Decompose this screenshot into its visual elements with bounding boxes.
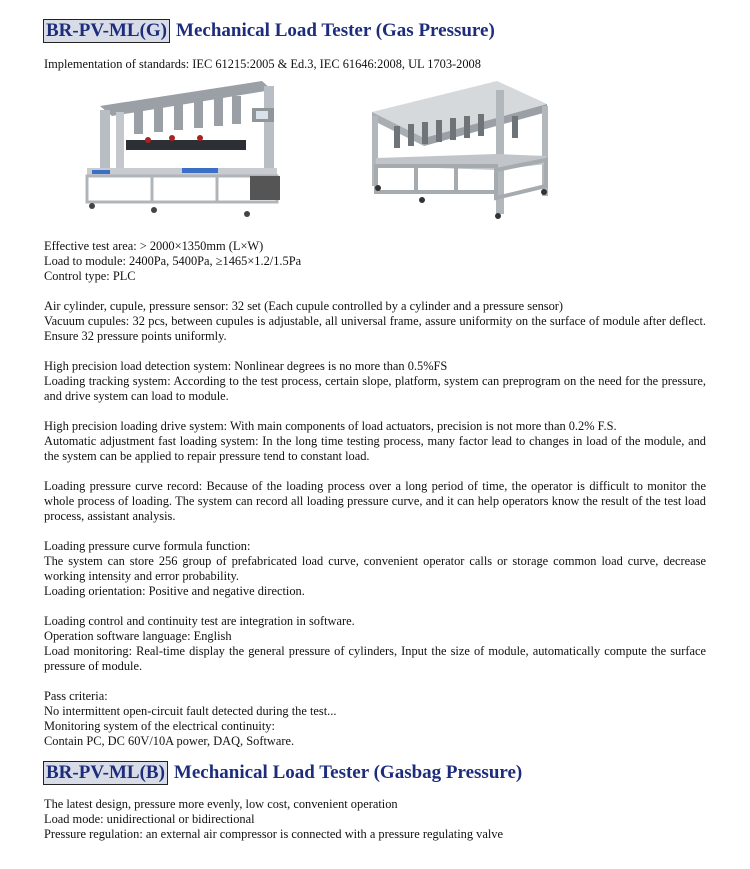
spec-line: Contain PC, DC 60V/10A power, DAQ, Software. — [44, 734, 295, 748]
product-photo-1 — [82, 76, 310, 218]
spec-line: High precision loading drive system: With main components of load actuators, precision is not more than 0.2% F.S. — [44, 419, 617, 433]
spec-line: The latest design, pressure more evenly, low cost, convenient operation — [44, 797, 398, 811]
spec-line: Loading pressure curve formula function: — [44, 539, 251, 553]
spec-line: Load monitoring: Real-time display the general pressure of cylinders, Input the size of module, automatically compute the surface pressure of module. — [44, 644, 706, 673]
section-heading-gas-pressure — [43, 19, 495, 43]
section-title: Mechanical Load Tester (Gasbag Pressure) — [173, 762, 523, 783]
spec-line: Loading orientation: Positive and negative direction. — [44, 584, 305, 598]
spec-line: Load to module: 2400Pa, 5400Pa, ≥1465×1.2/1.5Pa — [44, 254, 302, 268]
spec-line: Air cylinder, cupule, pressure sensor: 32 set (Each cupule controlled by a cylinder and a pressure sensor) — [44, 299, 564, 313]
standards-line — [44, 57, 706, 72]
spec-line: High precision load detection system: Nonlinear degrees is no more than 0.5%FS — [44, 359, 448, 373]
spec-line: Operation software language: English — [44, 629, 232, 643]
section-heading-gasbag-pressure — [43, 761, 522, 785]
standards-text: Implementation of standards: IEC 61215:2005 & Ed.3, IEC 61646:2008, UL 1703-2008 — [44, 57, 481, 71]
section-body-gas-pressure — [44, 239, 706, 749]
spec-line: Loading control and continuity test are integration in software. — [44, 614, 355, 628]
spec-line: Loading pressure curve record: Because of the loading process over a long period of time, the operator is difficult to monitor the whole process of loading. The system can record all loading pressure curve, and it can help operators know the result of the test load process, assistant analysis. — [44, 479, 706, 523]
spec-line: Pressure regulation: an external air compressor is connected with a pressure regulating valve — [44, 827, 503, 841]
spec-line: Loading tracking system: According to the test process, certain slope, platform, system can preprogram on the need for the pressure, and drive system can load to module. — [44, 374, 706, 403]
section-title: Mechanical Load Tester (Gas Pressure) — [176, 20, 495, 41]
section-body-gasbag-pressure — [44, 797, 706, 842]
spec-line: Vacuum cupules: 32 pcs, between cupules is adjustable, all universal frame, assure uniformity on the surface of module after deflect. Ensure 32 pressure points uniformly. — [44, 314, 706, 343]
spec-line: Effective test area: > 2000×1350mm (L×W) — [44, 239, 264, 253]
spec-line: Control type: PLC — [44, 269, 136, 283]
spec-line: Monitoring system of the electrical continuity: — [44, 719, 275, 733]
model-badge: BR-PV-ML(B) — [43, 761, 168, 785]
spec-line: Pass criteria: — [44, 689, 108, 703]
product-photo-2 — [362, 76, 604, 221]
spec-line: No intermittent open-circuit fault detected during the test... — [44, 704, 337, 718]
model-badge: BR-PV-ML(G) — [43, 19, 170, 43]
spec-line: Automatic adjustment fast loading system: In the long time testing process, many factor lead to changes in load of the module, and the system can be applied to repair pressure tend to constant load. — [44, 434, 706, 463]
spec-line: Load mode: unidirectional or bidirectional — [44, 812, 255, 826]
spec-line: The system can store 256 group of prefabricated load curve, convenient operator calls or storage common load curve, decrease working intensity and error probability. — [44, 554, 706, 583]
